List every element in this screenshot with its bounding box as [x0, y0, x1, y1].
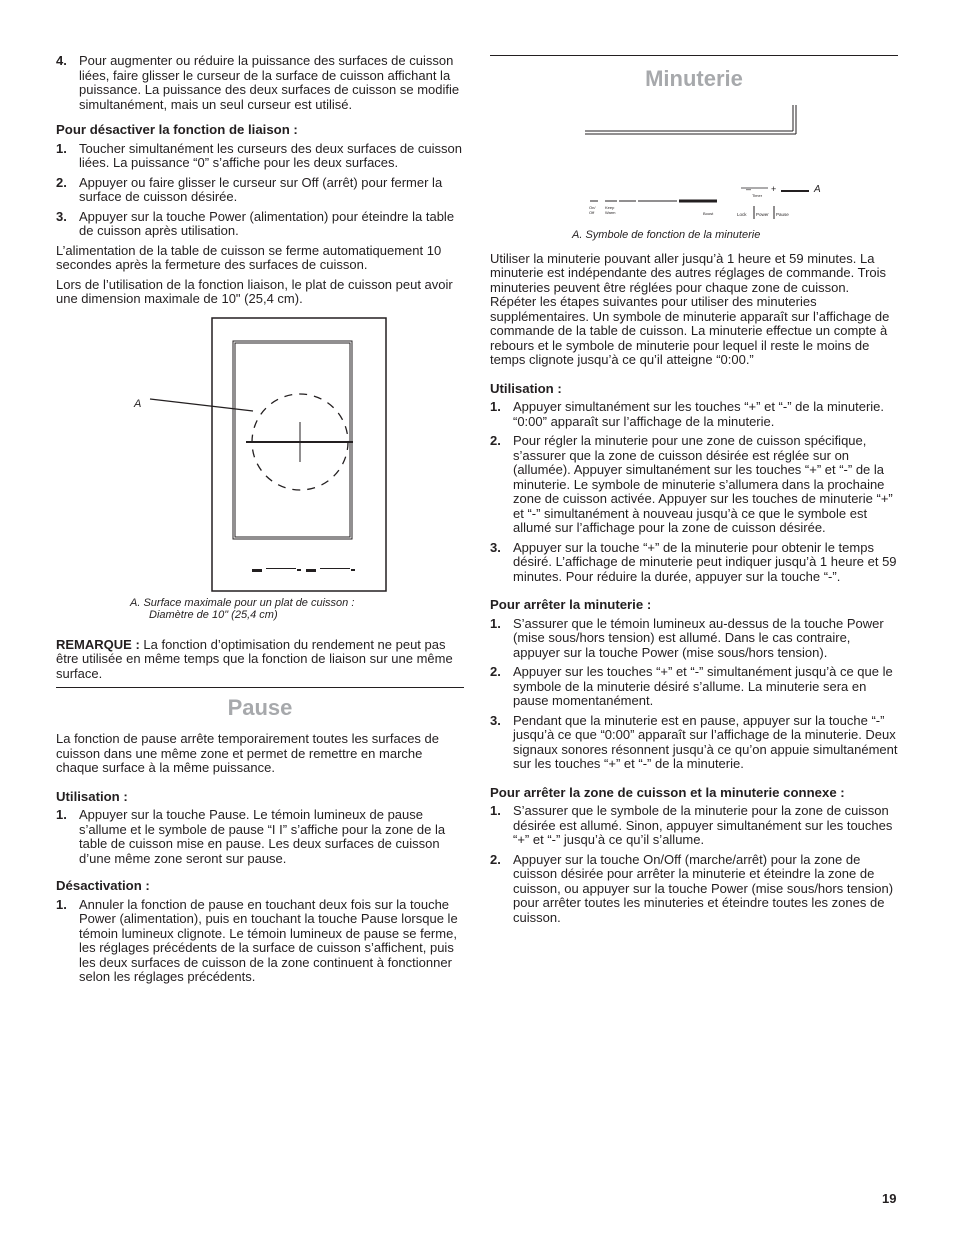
- control-strip: [252, 568, 355, 572]
- paragraph: La fonction de pause arrête temporairement toutes les surfaces de cuisson dans une même zone et permet de remettre en marche chaque surface à la même puissance.: [56, 731, 439, 775]
- onoff-label: On/ Off: [589, 205, 596, 215]
- cooktop-outline: [212, 318, 386, 591]
- boost-label: Boost: [703, 211, 714, 216]
- pause-deact-list: [56, 898, 464, 985]
- list-item: 3. Appuyer sur la touche “+” de la minuterie pour obtenir le temps désiré. L’affichage de minuterie peut indiquer jusqu’à 1 heure et 59 minutes. Pour réduire la durée, appuyer sur la touche “-”.: [490, 539, 897, 584]
- pause-title: Pause: [227, 695, 293, 720]
- pause-deact-heading: Désactivation :: [56, 878, 150, 893]
- paragraph: L’alimentation de la table de cuisson se ferme automatiquement 10 secondes après la fermeture des surfaces de cuisson.: [56, 242, 442, 272]
- list-item: 2. Appuyer ou faire glisser le curseur sur Off (arrêt) pour fermer la surface de cuisson désirée.: [56, 174, 443, 204]
- timer-minus-button: –: [746, 184, 752, 194]
- cooktop-diagram: [56, 317, 464, 593]
- paragraph: Lors de l’utilisation de la fonction liaison, le plat de cuisson peut avoir une dimension maximale de 10" (25,4 cm).: [56, 276, 453, 306]
- pause-use-heading: Utilisation :: [56, 788, 128, 804]
- figure-caption: A. Surface maximale pour un plat de cuisson : Diamètre de 10" (25,4 cm): [130, 596, 355, 621]
- power-label: Power: [756, 212, 769, 217]
- pause-use-list: [56, 808, 464, 866]
- section-divider: [56, 687, 464, 688]
- list-item: 1. S’assurer que le témoin lumineux au-dessus de la touche Power (mise sous/hors tension) est allumé. Dans le cas contraire, appuyer sur la touche Power (mise sous/hors tension).: [490, 615, 884, 660]
- callout-leader: [150, 399, 253, 411]
- glass-outer: [233, 341, 352, 539]
- deactivate-heading: Pour désactiver la fonction de liaison :: [56, 122, 298, 137]
- cooktop-figure: [56, 317, 464, 593]
- timer-label: Timer: [752, 193, 763, 198]
- left-column: [56, 54, 464, 990]
- list-item: 1. Annuler la fonction de pause en touchant deux fois sur la touche Power (alimentation), puis en touchant la touche Pause lorsque le témoin lumineux clignote. Le témoin lumineux de pause se ferme, les réglages précédents de la surface de cuisson s’affichent, puis les deux surfaces de cuisson de la zone continuent à fonctionner selon les réglages précédents.: [56, 896, 458, 984]
- paragraph: Utiliser la minuterie pouvant aller jusqu’à 1 heure et 59 minutes. La minuterie est indépendante des autres réglages de commande. Trois minuteries peuvent être réglées pour chaque zone de cuisson. Répéter les étapes suivantes pour utiliser des minuteries supplémentaires. Un symbole de minuterie apparaît sur l’affichage de commande de la table de cuisson. La minuterie effectue un compte à rebours et le symbole de minuterie pour lequel il reste le moins de temps clignote jusqu’à ce qu’il atteigne “0:00.”: [490, 250, 890, 367]
- deactivate-list: [56, 142, 464, 239]
- control-panel-diagram: [490, 91, 898, 221]
- control-panel-figure: [490, 91, 898, 221]
- figure-callout: A: [134, 397, 142, 410]
- section-divider: [490, 55, 898, 56]
- stop-list: [490, 617, 898, 772]
- figure-caption: A. Symbole de fonction de la minuterie: [572, 229, 761, 241]
- list-item: 4. Pour augmenter ou réduire la puissance des surfaces de cuisson liées, faire glisser le curseur de la surface de cuisson affichant la puissance. La puissance des deux surfaces de cuisson se modifie simultanément, mais un seul curseur est utilisé.: [56, 53, 460, 112]
- right-column: [490, 54, 898, 930]
- list-item: 2. Pour régler la minuterie pour une zone de cuisson spécifique, s’assurer que la zone de cuisson désirée est réglée sur on (allumée). Appuyer simultanément sur les touches “+” et “-” de la minuterie. Le symbole de minuterie s’allumera dans la prochaine zone de cuisson activée. Appuyer sur les touches de minuterie “+” et “-” simultanément à nouveau jusqu’à ce que le symbole est allumé sur l’affichage pour la zone de cuisson désirée.: [490, 433, 893, 535]
- stop-heading: Pour arrêter la minuterie :: [490, 597, 652, 612]
- list-item: 1. S’assurer que le symbole de la minuterie pour la zone de cuisson désirée est allumé. Sinon, appuyer simultanément sur les touches “+” et “-” jusqu’à ce qu’il s’allume.: [490, 803, 893, 847]
- minuterie-title: Minuterie: [645, 66, 743, 91]
- list-item: 1. Toucher simultanément les curseurs des deux surfaces de cuisson liées. La puissance “0” s’affiche pour les deux surfaces.: [56, 140, 462, 170]
- lock-label: Lock: [737, 212, 747, 217]
- pause-label: Pause: [776, 212, 789, 217]
- list-item: 2. Appuyer sur la touche On/Off (marche/arrêt) pour la zone de cuisson désirée pour arrêter la minuterie et éteindre la zone de cuisson, ou appuyer sur la touche Power (mise sous/hors tension) pour arrêter toutes les minuteries et éteindre toutes les zones de cuisson.: [490, 851, 894, 925]
- timer-plus-button: +: [771, 184, 777, 194]
- use-heading: Utilisation :: [490, 380, 562, 396]
- list-item: 3. Appuyer sur la touche Power (alimentation) pour éteindre la table de cuisson après utilisation.: [56, 208, 455, 238]
- list-item: 1. Appuyer sur la touche Pause. Le témoin lumineux de pause s’allume et le symbole de pause “I I” s’affiche pour la zone de la table de cuisson mise en pause. Les deux surfaces de cuisson d’une même zone seront sur pause.: [56, 807, 446, 866]
- figure-callout: A: [814, 184, 821, 195]
- list-item: 2. Appuyer sur les touches “+” et “-” simultanément jusqu’à ce que le symbole de la minuterie désiré s’allume. La minuterie sera en pause momentanément.: [490, 664, 893, 708]
- note: REMARQUE : La fonction d’optimisation du rendement ne peut pas être utilisée en même temps que la fonction de liaison sur une même surface.: [56, 636, 453, 681]
- page-number: 19: [882, 1191, 897, 1206]
- zone-heading: Pour arrêter la zone de cuisson et la minuterie connexe :: [490, 784, 845, 800]
- keepwarm-label: Keep Warm: [605, 205, 616, 215]
- intro-list: [56, 54, 464, 112]
- list-item: 1. Appuyer simultanément sur les touches “+” et “-” de la minuterie. “0:00” apparaît sur l’affichage de la minuterie.: [490, 399, 885, 429]
- use-list: [490, 400, 898, 584]
- zone-list: [490, 804, 898, 925]
- list-item: 3. Pendant que la minuterie est en pause, appuyer sur la touche “-” jusqu’à ce que “0:00” apparaît sur l’affichage de la minuterie. Deux signaux sonores résonnent jusqu’à ce qu’on appuie simultanément sur les touches “+” et “-” de la minuterie.: [490, 712, 898, 771]
